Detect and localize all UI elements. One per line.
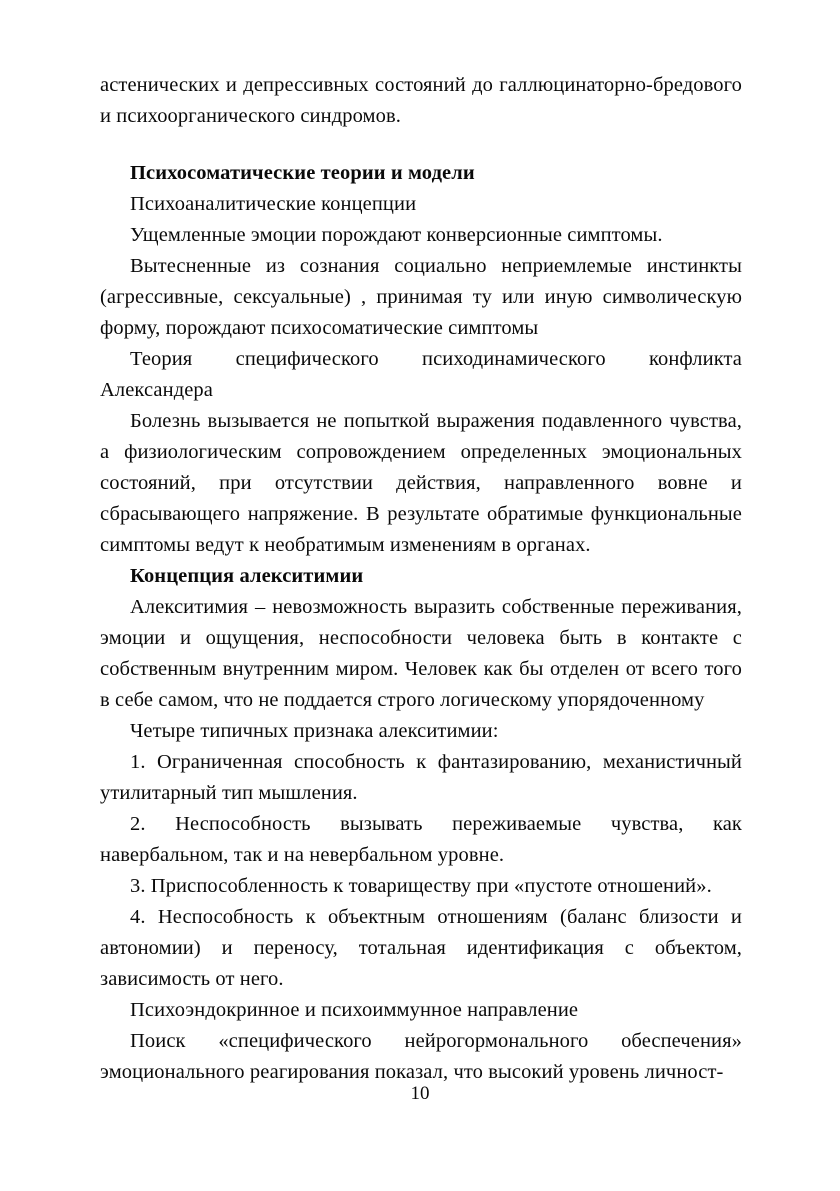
list-item-paragraph: 3. Приспособленность к товариществу при «пустоте отношений». xyxy=(130,875,712,897)
body-paragraph: Психоэндокринное и психоиммунное направление xyxy=(130,999,579,1021)
body-paragraph: Болезнь вызывается не попыткой выражения подавленного чувства, а физиологическим сопровождением определенных эмоциональных состояний, при отсутствии действия, направленного вовне и сбрасывающего напряжение. В результате обратимые функциональные симптомы ведут к необратимым изменениям в органах. xyxy=(100,410,742,556)
list-item-paragraph: 2. Неспособность вызывать переживаемые чувства, как навербальном, так и на невербальном уровне. xyxy=(100,813,742,866)
page-number: 10 xyxy=(410,1083,430,1104)
body-paragraph: Психоаналитические концепции xyxy=(130,193,417,215)
body-paragraph: Ущемленные эмоции порождают конверсионные симптомы. xyxy=(130,224,663,246)
body-paragraph: Теория специфического психодинамического конфликта Александера xyxy=(100,348,742,401)
section-heading-psychosomatic-theories: Психосоматические теории и модели xyxy=(130,162,475,184)
body-paragraph: Алекситимия – невозможность выразить собственные переживания, эмоции и ощущения, неспособности человека быть в контакте с собственным внутренним миром. Человек как бы отделен от всего того в себе самом, что не поддается строго логическому упорядоченному xyxy=(100,596,742,711)
body-paragraph: Четыре типичных признака алекситимии: xyxy=(130,720,499,742)
list-item-paragraph: 1. Ограниченная способность к фантазированию, механистичный утилитарный тип мышления. xyxy=(100,751,742,804)
list-item-paragraph: 4. Неспособность к объектным отношениям (баланс близости и автономии) и переносу, тотальная идентификация с объектом, зависимость от него. xyxy=(100,906,742,990)
section-heading-alexithymia: Концепция алекситимии xyxy=(130,565,364,587)
page-text-block xyxy=(100,70,742,1088)
body-paragraph: Поиск «специфического нейрогормонального обеспечения» эмоционального реагирования показал, что высокий уровень личност- xyxy=(100,1030,742,1083)
body-paragraph: Вытесненные из сознания социально неприемлемые инстинкты (агрессивные, сексуальные) , принимая ту или иную символическую форму, порождают психосоматические симптомы xyxy=(100,255,742,339)
body-paragraph-continuation: астенических и депрессивных состояний до галлюцинаторно-бредового и психоорганического синдромов. xyxy=(100,74,742,127)
